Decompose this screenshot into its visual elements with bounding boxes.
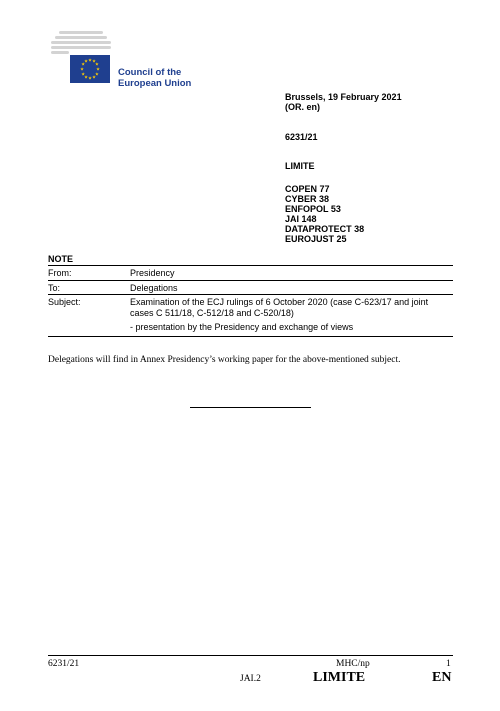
footer-language: EN (432, 670, 452, 685)
document-number: 6231/21 (285, 132, 318, 142)
svg-text:★: ★ (87, 58, 93, 64)
document-date: Brussels, 19 February 2021 (285, 92, 402, 102)
code-item: ENFOPOL 53 (285, 204, 341, 214)
body-paragraph: Delegations will find in Annex Presidency’s working paper for the above-mentioned subject. (48, 355, 401, 365)
footer-department: JAI.2 (240, 674, 261, 684)
logo-stripe (59, 31, 103, 34)
footer-page-number: 1 (446, 659, 451, 669)
svg-text:★: ★ (81, 62, 86, 68)
logo-stripe (51, 41, 111, 44)
footer-classification: LIMITE (313, 670, 366, 685)
org-name-line2: European Union (118, 78, 192, 89)
footer-rule (48, 655, 453, 656)
svg-text:★: ★ (95, 67, 101, 73)
code-item: DATAPROTECT 38 (285, 224, 365, 234)
logo-stripe (51, 51, 69, 54)
subject-label: Subject: (48, 297, 81, 307)
note-top-rule (48, 265, 453, 266)
council-logo (51, 31, 111, 87)
date-block (285, 92, 402, 112)
svg-text:★: ★ (91, 59, 97, 65)
document-codes (285, 184, 364, 244)
note-title: NOTE (48, 254, 74, 264)
svg-text:★: ★ (94, 62, 99, 68)
from-label: From: (48, 268, 72, 278)
note-bottom-rule (48, 336, 453, 337)
code-item: EUROJUST 25 (285, 234, 347, 244)
code-item: COPEN 77 (285, 184, 330, 194)
subject-subtitle: - presentation by the Presidency and exchange of views (130, 322, 354, 332)
svg-text:★: ★ (94, 72, 99, 78)
svg-text:★: ★ (87, 76, 93, 82)
row-divider (48, 294, 453, 295)
to-label: To: (48, 283, 61, 293)
footer-doc-number: 6231/21 (48, 659, 80, 669)
svg-text:★: ★ (81, 72, 86, 78)
original-language: (OR. en) (285, 102, 320, 112)
footer-author: MHC/np (336, 659, 370, 669)
separator-line (190, 407, 311, 408)
svg-text:★: ★ (91, 75, 97, 81)
svg-text:★: ★ (79, 67, 85, 73)
code-item: JAI 148 (285, 214, 317, 224)
to-value: Delegations (130, 283, 178, 293)
code-item: CYBER 38 (285, 194, 330, 204)
subject-text: Examination of the ECJ rulings of 6 October 2020 (case C-623/17 and joint cases C 511/18, C-512/18 and C-520/18) (130, 297, 429, 318)
svg-text:★: ★ (83, 75, 89, 81)
org-name-line1: Council of the (118, 67, 182, 78)
classification-label: LIMITE (285, 161, 315, 171)
svg-text:★: ★ (83, 59, 89, 65)
logo-stripe (51, 46, 111, 49)
eu-flag-icon (70, 55, 110, 83)
from-value: Presidency (130, 268, 175, 278)
eu-stars-icon (70, 55, 110, 83)
logo-stripe (55, 36, 107, 39)
row-divider (48, 280, 453, 281)
organization-name (118, 67, 191, 89)
